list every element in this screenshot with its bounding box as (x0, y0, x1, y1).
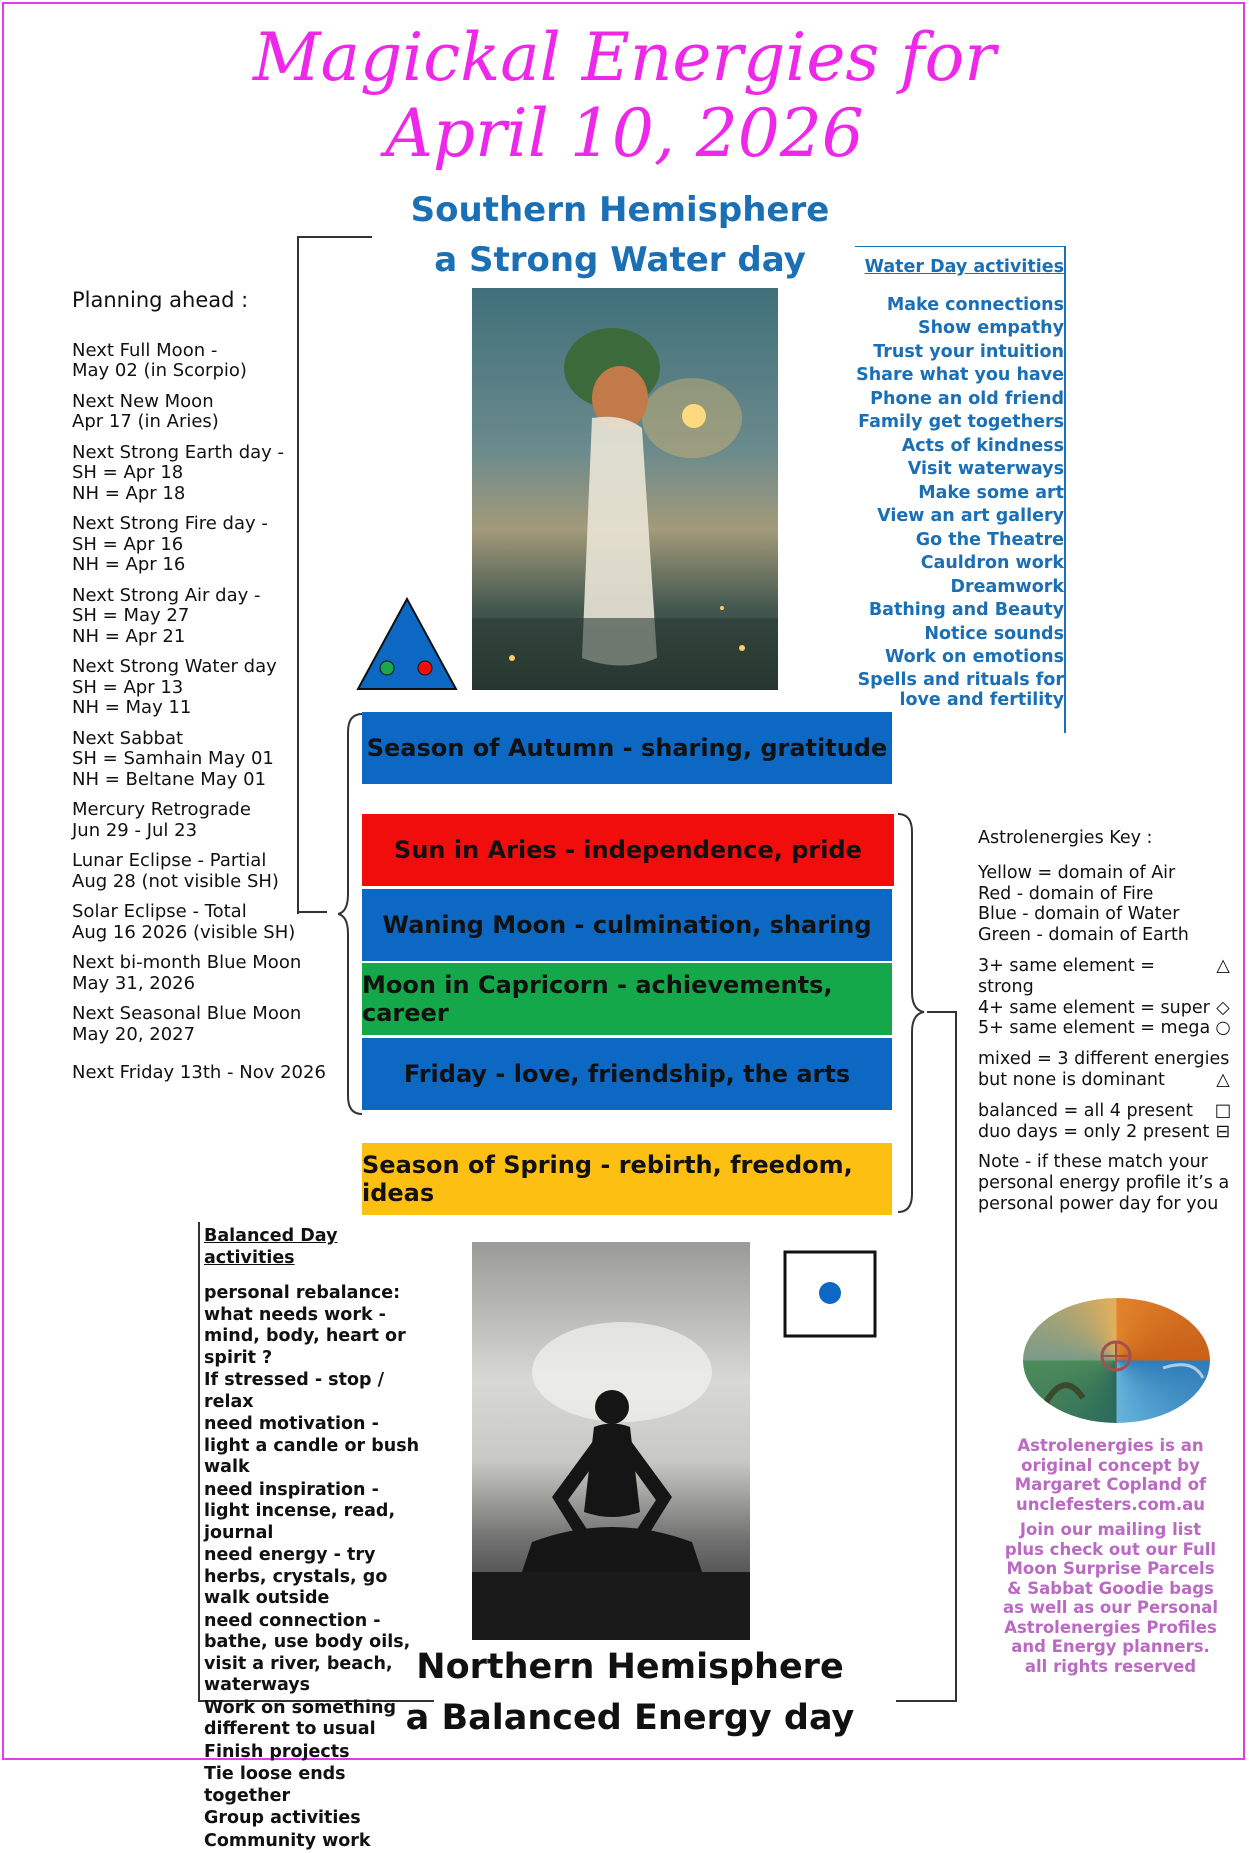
water-activity: Phone an old friend (870, 388, 1064, 409)
water-activity: Work on emotions (884, 647, 1064, 667)
water-goddess-photo (472, 288, 778, 690)
water-activity: Spells and rituals for (857, 669, 1064, 690)
key-duo: duo days = only 2 present (978, 1121, 1210, 1142)
key-level-strong: 3+ same element = strong (978, 955, 1155, 997)
water-activity: Notice sounds (924, 623, 1064, 644)
water-activity: Cauldron work (920, 553, 1064, 573)
balanced-rule-left (198, 1222, 200, 1702)
northern-bracket-bottom (896, 1700, 957, 1702)
planning-item: Next bi-month Blue Moon May 31, 2026 (72, 952, 302, 994)
water-activity: Show empathy (917, 318, 1064, 338)
diamond-icon: ◇ (1216, 997, 1230, 1018)
meditation-silhouette (472, 1242, 750, 1640)
balanced-activity: need energy - try herbs, crystals, go walk outside (204, 1545, 388, 1608)
water-activity: Family get togethers (858, 412, 1064, 432)
square-icon: □ (1214, 1100, 1232, 1121)
planning-item: Next Sabbat SH = Samhain May 01 NH = Beltane May 01 (72, 727, 274, 790)
water-activities-top-rule (855, 246, 1066, 247)
balanced-activity: Work on something different to usual (204, 1697, 396, 1739)
water-activities-heading: Water Day activities (864, 257, 1064, 277)
planning-heading: Planning ahead : (72, 288, 249, 312)
balanced-activity: If stressed - stop / relax (204, 1370, 384, 1412)
balanced-square-icon (783, 1250, 877, 1338)
triangle-icon: △ (1216, 1069, 1230, 1090)
key-domain: Yellow = domain of Air (978, 862, 1176, 883)
key-heading: Astrolenergies Key : (978, 828, 1153, 848)
unclefesters-logo (1023, 1298, 1210, 1423)
northern-bracket-top (927, 1011, 957, 1013)
water-activity: Make some art (918, 482, 1064, 503)
bands-left-brace (338, 712, 364, 1116)
key-balanced: balanced = all 4 present (978, 1100, 1194, 1121)
promo-rights: all rights reserved (1024, 1656, 1197, 1676)
key-level-mega: 5+ same element = mega (978, 1018, 1211, 1039)
northern-bracket-right (955, 1011, 957, 1701)
water-goddess-illustration (472, 288, 778, 690)
key-level-super: 4+ same element = super (978, 997, 1210, 1018)
balanced-activity: personal rebalance: what needs work - mind, body, heart or spirit ? (204, 1283, 406, 1368)
key-domain: Blue - domain of Water (978, 904, 1180, 925)
band-sun-sign: Sun in Aries - independence, pride (362, 814, 894, 886)
balanced-activity: Group activities (204, 1808, 361, 1828)
northern-hemisphere-heading: Northern Hemisphere a Balanced Energy day (405, 1647, 855, 1738)
page-title: Magickal Energies for April 10, 2026 (253, 19, 996, 172)
band-season-spring: Season of Spring - rebirth, freedom, ideas (362, 1143, 892, 1215)
southern-bracket-bottom (297, 911, 327, 913)
balanced-activity: need connection - bathe, use body oils, visit a river, beach, waterways (204, 1610, 411, 1695)
key-mixed: mixed = 3 different energies (978, 1049, 1230, 1070)
southern-hemisphere-heading: Southern Hemisphere a Strong Water day (410, 190, 830, 280)
key-note: Note - if these match your personal energy profile it’s a personal power day for you (978, 1152, 1230, 1214)
triangle-icon: △ (1216, 955, 1230, 976)
balanced-activity: Finish projects (204, 1741, 350, 1762)
meditation-photo (472, 1242, 750, 1640)
strong-triangle-icon (355, 596, 459, 692)
band-moon-phase: Waning Moon - culmination, sharing (362, 889, 892, 961)
planning-item: Next Strong Fire day - SH = Apr 16 NH = Apr 16 (72, 513, 268, 575)
planning-item: Next New Moon Apr 17 (in Aries) (72, 390, 219, 432)
planning-item: Next Seasonal Blue Moon May 20, 2027 (72, 1003, 302, 1045)
band-weekday: Friday - love, friendship, the arts (362, 1038, 892, 1110)
planning-item: Next Friday 13th - Nov 2026 (72, 1062, 326, 1083)
key-domain: Green - domain of Earth (978, 925, 1189, 946)
water-activity: Visit waterways (907, 459, 1064, 479)
water-activity: Bathing and Beauty (868, 600, 1064, 620)
promo-text (998, 1436, 1223, 1676)
promo-about: Astrolenergies is an original concept by Margaret Copland of unclefesters.com.au (1014, 1436, 1207, 1514)
key-domain: Red - domain of Fire (978, 883, 1154, 904)
planning-item: Next Strong Earth day - SH = Apr 18 NH = Apr 18 (72, 441, 285, 504)
astrolenergies-key (978, 828, 1233, 1215)
water-activity: Acts of kindness (901, 435, 1064, 456)
water-day-activities (848, 256, 1064, 710)
balanced-day-activities (204, 1226, 429, 1853)
balanced-activity: Community work (204, 1830, 371, 1851)
key-mixed-note: but none is dominant (978, 1069, 1165, 1090)
planning-item: Solar Eclipse - Total Aug 16 2026 (visible SH) (72, 901, 296, 943)
balanced-activity: need inspiration - light incense, read, journal (204, 1479, 396, 1543)
planning-item: Lunar Eclipse - Partial Aug 28 (not visible SH) (72, 850, 279, 892)
water-activity: View an art gallery (877, 506, 1064, 526)
elements-wheel-icon (1023, 1298, 1210, 1423)
planning-item: Next Strong Water day SH = Apr 13 NH = May 11 (72, 656, 277, 718)
bands-right-brace (896, 812, 926, 1214)
planning-item: Next Full Moon - May 02 (in Scorpio) (72, 339, 247, 381)
planning-item: Next Strong Air day - SH = May 27 NH = Apr 21 (72, 584, 261, 647)
water-activity: Trust your intuition (873, 341, 1064, 362)
balanced-activities-heading: Balanced Day activities (204, 1226, 338, 1268)
balanced-activity: Tie loose ends together (204, 1764, 346, 1806)
water-activity: Make connections (886, 294, 1064, 315)
water-activity: Go the Theatre (915, 529, 1064, 550)
water-activity: Dreamwork (950, 576, 1064, 597)
circle-icon: ○ (1215, 1018, 1231, 1039)
band-moon-sign: Moon in Capricorn - achievements, career (362, 963, 892, 1035)
balanced-activity: need motivation - light a candle or bush walk (204, 1414, 420, 1477)
water-activities-rule (1064, 246, 1066, 733)
planning-item: Mercury Retrograde Jun 29 - Jul 23 (72, 799, 251, 841)
water-activity: Share what you have (856, 365, 1064, 385)
promo-mailing-list: Join our mailing list plus check out our Full Moon Surprise Parcels & Sabbat Goodie bags as well as our Personal Astrolenergies Profiles and Energy planners. (1003, 1520, 1218, 1656)
band-season-autumn: Season of Autumn - sharing, gratitude (362, 712, 892, 784)
split-square-icon: ⊟ (1215, 1121, 1231, 1142)
water-activity: love and fertility (899, 689, 1064, 710)
